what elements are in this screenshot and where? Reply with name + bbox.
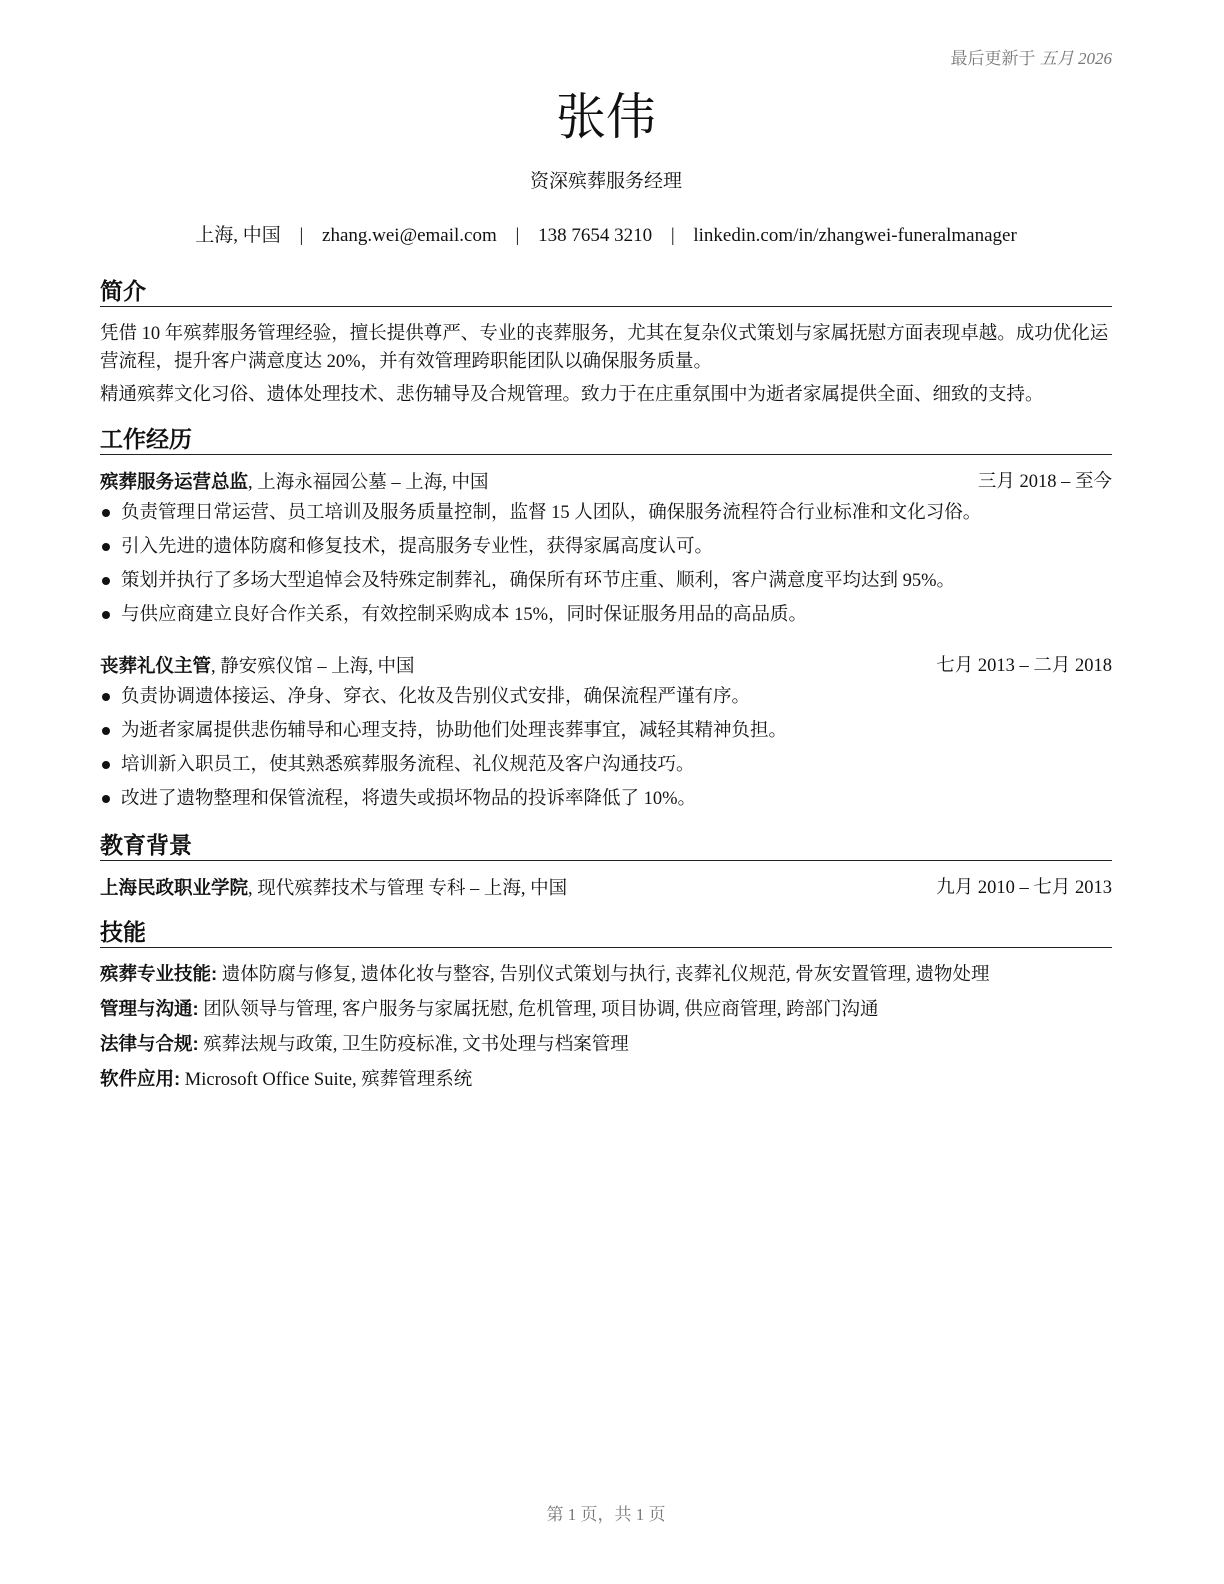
bullet-icon (102, 509, 110, 517)
list-item (100, 567, 1112, 601)
skill-label: 殡葬专业技能: (100, 963, 218, 984)
job-dates: 七月 2013 – 二月 2018 (936, 656, 1112, 676)
summary-paragraph: 精通殡葬文化习俗、遗体处理技术、悲伤辅导及合规管理。致力于在庄重氛围中为逝者家属提供全面、细致的支持。 (100, 385, 1044, 405)
job-org: , 静安殡仪馆 – 上海, 中国 (211, 657, 415, 677)
job-role-org (100, 652, 415, 681)
education-detail: , 现代殡葬技术与管理 专科 – 上海, 中国 (248, 879, 568, 899)
bullet-text: 策划并执行了多场大型追悼会及特殊定制葬礼，确保所有环节庄重、顺利，客户满意度平均达到 95%。 (121, 571, 956, 591)
bullet-text: 负责管理日常运营、员工培训及服务质量控制，监督 15 人团队，确保服务流程符合行业标准和文化习俗。 (121, 503, 982, 523)
bullet-text: 与供应商建立良好合作关系，有效控制采购成本 15%，同时保证服务用品的高品质。 (121, 605, 808, 625)
skill-value: 团队领导与管理, 客户服务与家属抚慰, 危机管理, 项目协调, 供应商管理, 跨部门沟通 (198, 1000, 879, 1020)
contact-email-link[interactable]: zhang.wei@email.com (322, 225, 497, 246)
section-heading-summary: 简介 (100, 276, 1112, 307)
job-role-org (100, 468, 489, 497)
bullet-icon (102, 795, 110, 803)
skills-list (100, 960, 1112, 1100)
list-item (100, 683, 1112, 717)
job-dates: 三月 2018 – 至今 (977, 472, 1112, 492)
education-school-detail (100, 874, 567, 903)
contact-separator: | (515, 225, 520, 246)
summary-paragraph: 凭借 10 年殡葬服务管理经验，擅长提供尊严、专业的丧葬服务，尤其在复杂仪式策划与家属抚慰方面表现卓越。成功优化运营流程，提升客户满意度达 20%，并有效管理跨职能团队以确保服务质量。 (100, 324, 1109, 372)
section-heading-education: 教育背景 (100, 830, 1112, 861)
last-updated (951, 44, 1113, 69)
skill-value: Microsoft Office Suite, 殡葬管理系统 (180, 1070, 473, 1090)
skill-row (100, 995, 1112, 1030)
education-entry (100, 874, 1112, 902)
contact-location: 上海, 中国 (195, 225, 281, 246)
education-dates: 九月 2010 – 七月 2013 (936, 878, 1112, 898)
candidate-name: 张伟 (556, 89, 656, 145)
list-item (100, 499, 1112, 533)
contact-line (100, 222, 1112, 250)
bullet-icon (102, 693, 110, 701)
bullet-text: 为逝者家属提供悲伤辅导和心理支持，协助他们处理丧葬事宜，减轻其精神负担。 (121, 721, 788, 741)
list-item (100, 533, 1112, 567)
contact-separator: | (299, 225, 304, 246)
job-header (100, 468, 1112, 496)
skill-row (100, 1065, 1112, 1100)
bullet-text: 培训新入职员工，使其熟悉殡葬服务流程、礼仪规范及客户沟通技巧。 (121, 755, 695, 775)
job-org: , 上海永福园公墓 – 上海, 中国 (248, 473, 489, 493)
bullet-icon (102, 611, 110, 619)
contact-phone: 138 7654 3210 (538, 225, 653, 246)
job-role: 殡葬服务运营总监 (100, 471, 249, 492)
list-item (100, 751, 1112, 785)
skill-label: 法律与合规: (100, 1033, 199, 1054)
job-role: 丧葬礼仪主管 (100, 655, 212, 676)
skill-label: 管理与沟通: (100, 998, 199, 1019)
bullet-icon (102, 761, 110, 769)
last-updated-date: 五月 2026 (1039, 49, 1112, 68)
bullet-icon (102, 577, 110, 585)
section-heading-skills: 技能 (100, 917, 1112, 948)
skill-value: 殡葬法规与政策, 卫生防疫标准, 文书处理与档案管理 (198, 1035, 629, 1055)
skill-row (100, 1030, 1112, 1065)
job-header (100, 652, 1112, 680)
contact-separator: | (670, 225, 675, 246)
last-updated-label: 最后更新于 (950, 49, 1036, 68)
list-item (100, 601, 1112, 635)
page-number-footer: 第 1 页，共 1 页 (546, 1505, 666, 1524)
education-school: 上海民政职业学院 (100, 877, 249, 898)
skill-value: 遗体防腐与修复, 遗体化妆与整容, 告别仪式策划与执行, 丧葬礼仪规范, 骨灰安置管理, 遗物处理 (217, 965, 990, 985)
contact-linkedin-link[interactable]: linkedin.com/in/zhangwei-funeralmanager (693, 225, 1017, 246)
job-bullet-list (100, 499, 1112, 635)
list-item (100, 785, 1112, 819)
candidate-title: 资深殡葬服务经理 (529, 171, 682, 192)
bullet-icon (102, 727, 110, 735)
skill-label: 软件应用: (100, 1068, 181, 1089)
bullet-icon (102, 543, 110, 551)
bullet-text: 负责协调遗体接运、净身、穿衣、化妆及告别仪式安排，确保流程严谨有序。 (121, 687, 751, 707)
job-bullet-list (100, 683, 1112, 819)
bullet-text: 改进了遗物整理和保管流程，将遗失或损坏物品的投诉率降低了 10%。 (121, 789, 697, 809)
list-item (100, 717, 1112, 751)
resume-page (100, 0, 1112, 1584)
section-heading-experience: 工作经历 (100, 424, 1112, 455)
skill-row (100, 960, 1112, 995)
bullet-text: 引入先进的遗体防腐和修复技术，提高服务专业性，获得家属高度认可。 (121, 537, 714, 557)
